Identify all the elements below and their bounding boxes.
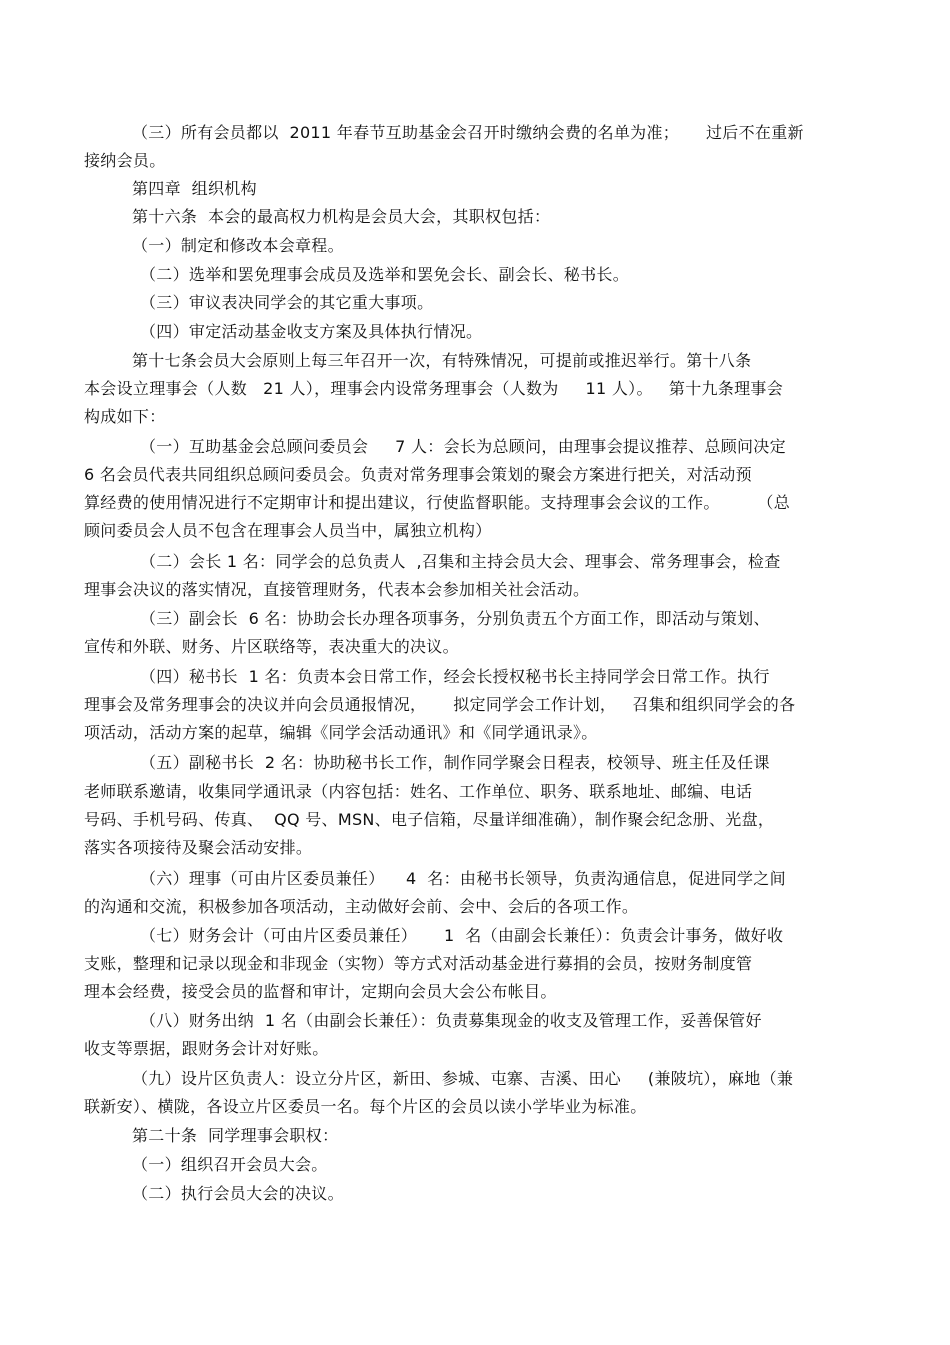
text-line: 本会设立理事会（人数 21 人），理事会内设常务理事会（人数为 11 人）。 第十九条理事会: [84, 379, 784, 398]
text-line: （三）副会长 6 名：协助会长办理各项事务，分别负责五个方面工作，即活动与策划、: [140, 609, 770, 628]
text-line: （八）财务出纳 1 名（由副会长兼任）：负责募集现金的收支及管理工作，妥善保管好: [140, 1011, 762, 1030]
text-line: 理事会及常务理事会的决议并向会员通报情况， 拟定同学会工作计划， 召集和组织同学会的各: [84, 695, 796, 714]
text-line: 项活动，活动方案的起草，编辑《同学会活动通讯》和《同学通讯录》。: [84, 723, 598, 742]
text-line: （一）制定和修改本会章程。: [132, 236, 344, 255]
text-line: 宣传和外联、财务、片区联络等，表决重大的决议。: [84, 637, 459, 656]
text-line: （四）审定活动基金收支方案及具体执行情况。: [140, 322, 483, 341]
text-line: （七）财务会计（可由片区委员兼任） 1 名（由副会长兼任）：负责会计事务，做好收: [140, 926, 784, 945]
text-line: 理事会决议的落实情况，直接管理财务，代表本会参加相关社会活动。: [84, 580, 590, 599]
text-line: 的沟通和交流，积极参加各项活动，主动做好会前、会中、会后的各项工作。: [84, 897, 639, 916]
text-line: 算经费的使用情况进行不定期审计和提出建议，行使监督职能。支持理事会会议的工作。 （总: [84, 493, 791, 512]
text-line: 顾问委员会人员不包含在理事会人员当中，属独立机构）: [84, 521, 492, 540]
text-line: 号码、手机号码、传真、 QQ 号、MSN、电子信箱，尽量详细准确），制作聚会纪念册、光盘，: [84, 810, 775, 829]
text-line: 第十七条会员大会原则上每三年召开一次，有特殊情况，可提前或推迟举行。第十八条: [132, 351, 752, 370]
text-line: （六）理事（可由片区委员兼任） 4 名：由秘书长领导，负责沟通信息，促进同学之间: [140, 869, 786, 888]
text-line: 构成如下：: [84, 407, 166, 426]
text-line: （三）所有会员都以 2011 年春节互助基金会召开时缴纳会费的名单为准； 过后不在重新: [132, 123, 804, 142]
text-line: （三）审议表决同学会的其它重大事项。: [140, 293, 434, 312]
text-line: 支账，整理和记录以现金和非现金（实物）等方式对活动基金进行募捐的会员，按财务制度管: [84, 954, 753, 973]
text-line: 理本会经费，接受会员的监督和审计，定期向会员大会公布帐目。: [84, 982, 557, 1001]
text-line: 6 名会员代表共同组织总顾问委员会。负责对常务理事会策划的聚会方案进行把关，对活动预: [84, 465, 752, 484]
article-heading: 第二十条 同学理事会职权：: [132, 1126, 339, 1145]
text-line: 老师联系邀请，收集同学通讯录（内容包括：姓名、工作单位、职务、联系地址、邮编、电话: [84, 782, 753, 801]
text-line: 联新安）、横陇，各设立片区委员一名。每个片区的会员以读小学毕业为标准。: [84, 1097, 647, 1116]
text-line: （二）执行会员大会的决议。: [132, 1184, 344, 1203]
text-line: （一）组织召开会员大会。: [132, 1155, 328, 1174]
text-line: （九）设片区负责人：设立分片区，新田、参城、屯寨、吉溪、田心 (兼陂坑），麻地（兼: [132, 1069, 794, 1088]
text-line: （一）互助基金会总顾问委员会 7 人：会长为总顾问，由理事会提议推荐、总顾问决定: [140, 437, 786, 456]
text-line: （二）选举和罢免理事会成员及选举和罢免会长、副会长、秘书长。: [140, 265, 630, 284]
text-line: （四）秘书长 1 名：负责本会日常工作，经会长授权秘书长主持同学会日常工作。执行: [140, 667, 770, 686]
text-line: 落实各项接待及聚会活动安排。: [84, 838, 313, 857]
text-line: （五）副秘书长 2 名：协助秘书长工作，制作同学聚会日程表，校领导、班主任及任课: [140, 753, 770, 772]
text-line: 接纳会员。: [84, 151, 166, 170]
text-line: 收支等票据，跟财务会计对好账。: [84, 1039, 329, 1058]
text-line: （二）会长 1 名：同学会的总负责人 ,召集和主持会员大会、理事会、常务理事会，检查: [140, 552, 781, 571]
article-heading: 第十六条 本会的最高权力机构是会员大会，其职权包括：: [132, 207, 551, 226]
chapter-heading: 第四章 组织机构: [132, 179, 257, 198]
